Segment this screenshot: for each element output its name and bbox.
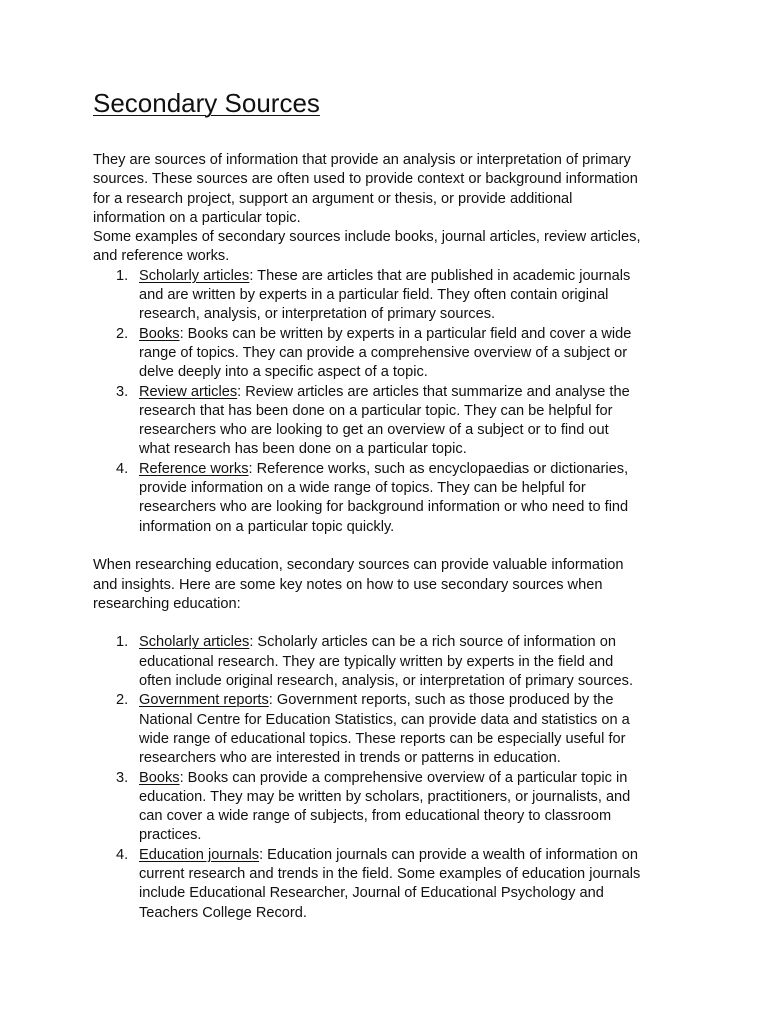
text-line: and reference works. bbox=[93, 248, 230, 265]
document-body bbox=[93, 151, 678, 923]
text-line: often include original research, analysis, or interpretation of primary sources. bbox=[139, 673, 633, 690]
list-term: Books bbox=[139, 769, 180, 786]
text-line: National Centre for Education Statistics, can provide data and statistics on a bbox=[139, 711, 630, 728]
text-line: When researching education, secondary sources can provide valuable information bbox=[93, 557, 624, 574]
list-number: 3. bbox=[116, 769, 129, 786]
list-item bbox=[93, 383, 678, 460]
text-line: wide range of educational topics. These reports can be especially useful for bbox=[139, 730, 626, 747]
list-number: 1. bbox=[116, 267, 129, 284]
text-line: education. They may be written by scholars, practitioners, or journalists, and bbox=[139, 788, 631, 805]
text-line: information on a particular topic. bbox=[93, 209, 301, 226]
text-line: can cover a wide range of subjects, from educational theory to classroom bbox=[139, 808, 612, 825]
text-line: and insights. Here are some key notes on how to use secondary sources when bbox=[93, 576, 603, 593]
text-line: and are written by experts in a particular field. They often contain original bbox=[139, 287, 609, 304]
list-item-first-line bbox=[139, 460, 678, 479]
list-item bbox=[93, 633, 678, 691]
list-item bbox=[93, 846, 678, 923]
list-number: 2. bbox=[116, 692, 129, 709]
list-term: Scholarly articles bbox=[139, 267, 250, 284]
list-number: 4. bbox=[116, 460, 129, 477]
list-item bbox=[93, 267, 678, 325]
text-line: educational research. They are typically written by experts in the field and bbox=[139, 653, 614, 670]
list-text: : Review articles are articles that summarize and analyse the bbox=[237, 383, 630, 400]
list-text: : These are articles that are published in academic journals bbox=[249, 267, 631, 284]
text-line: information on a particular topic quickly. bbox=[139, 518, 395, 535]
text-line: researchers who are interested in trends or patterns in education. bbox=[139, 750, 561, 767]
text-line: for a research project, support an argument or thesis, or provide additional bbox=[93, 190, 573, 207]
text-line: Some examples of secondary sources include books, journal articles, review articles, bbox=[93, 229, 641, 246]
text-line: researchers who are looking to get an overview of a subject or to find out bbox=[139, 422, 609, 439]
text-line: Teachers College Record. bbox=[139, 904, 307, 921]
text-line: include Educational Researcher, Journal of Educational Psychology and bbox=[139, 885, 604, 902]
list-number: 1. bbox=[116, 634, 129, 651]
list-item-first-line bbox=[139, 846, 678, 865]
list-text: : Books can provide a comprehensive overview of a particular topic in bbox=[179, 769, 628, 786]
list-number: 3. bbox=[116, 383, 129, 400]
list-term: Reference works bbox=[139, 460, 249, 477]
text-line: range of topics. They can provide a comprehensive overview of a subject or bbox=[139, 344, 628, 361]
education-paragraph bbox=[93, 556, 678, 614]
text-line: practices. bbox=[139, 827, 202, 844]
text-line: They are sources of information that provide an analysis or interpretation of primary bbox=[93, 152, 631, 168]
list-item-first-line bbox=[139, 769, 678, 788]
text-line: sources. These sources are often used to provide context or background information bbox=[93, 171, 638, 188]
list-text: : Education journals can provide a wealth of information on bbox=[259, 846, 638, 863]
text-line: researching education: bbox=[93, 595, 241, 612]
text-line: research, analysis, or interpretation of primary sources. bbox=[139, 306, 496, 323]
list-text: : Reference works, such as encyclopaedias or dictionaries, bbox=[248, 460, 629, 477]
list-text: : Books can be written by experts in a particular field and cover a wide bbox=[179, 325, 632, 342]
text-line: delve deeply into a specific aspect of a topic. bbox=[139, 364, 428, 381]
list-term: Scholarly articles bbox=[139, 634, 250, 651]
list-term: Government reports bbox=[139, 692, 269, 709]
text-line: researchers who are looking for background information or who need to find bbox=[139, 499, 629, 516]
page-title: Secondary Sources bbox=[93, 88, 320, 118]
list-term: Education journals bbox=[139, 846, 260, 863]
text-line: provide information on a wide range of topics. They can be helpful for bbox=[139, 480, 586, 497]
list-item-first-line bbox=[139, 325, 678, 344]
intro-paragraph bbox=[93, 151, 678, 228]
list-term: Review articles bbox=[139, 383, 238, 400]
secondary-sources-list bbox=[93, 267, 678, 537]
education-sources-list bbox=[93, 633, 678, 922]
list-term: Books bbox=[139, 325, 180, 342]
list-item bbox=[93, 769, 678, 846]
blank-line bbox=[93, 614, 678, 633]
text-line: current research and trends in the field. Some examples of education journals bbox=[139, 865, 641, 882]
list-text: : Government reports, such as those produced by the bbox=[268, 692, 614, 709]
list-item-first-line bbox=[139, 383, 678, 402]
list-item-first-line bbox=[139, 633, 678, 652]
list-item-first-line bbox=[139, 267, 678, 286]
examples-paragraph bbox=[93, 228, 678, 267]
text-line: research that has been done on a particular topic. They can be helpful for bbox=[139, 402, 613, 419]
list-number: 4. bbox=[116, 846, 129, 863]
text-line: what research has been done on a particular topic. bbox=[139, 441, 467, 458]
list-item bbox=[93, 460, 678, 537]
list-item bbox=[93, 325, 678, 383]
blank-line bbox=[93, 537, 678, 556]
list-number: 2. bbox=[116, 325, 129, 342]
list-item bbox=[93, 691, 678, 768]
list-text: : Scholarly articles can be a rich source of information on bbox=[249, 634, 616, 651]
list-item-first-line bbox=[139, 691, 678, 710]
